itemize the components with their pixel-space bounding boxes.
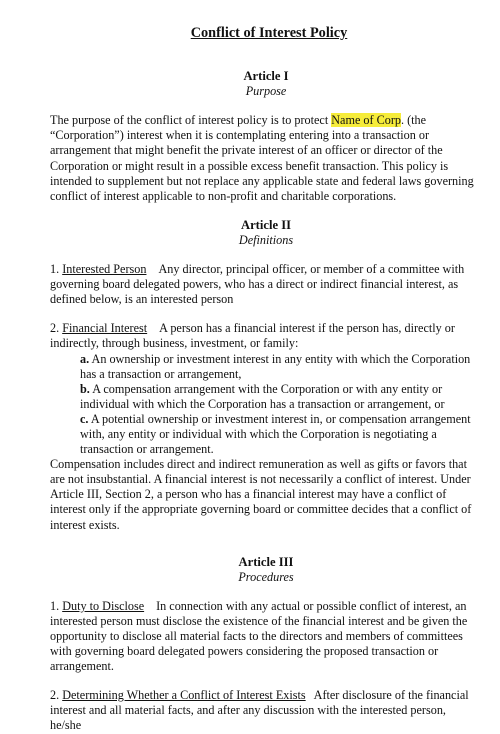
definition-1-number: 1. bbox=[50, 262, 60, 277]
definition-2-number: 2. bbox=[50, 321, 60, 336]
list-item-text: An ownership or investment interest in any entity with which the Corporation has a transaction or arrangement, bbox=[80, 351, 471, 381]
article-1-header bbox=[50, 69, 478, 99]
procedure-1-number: 1. bbox=[50, 598, 60, 613]
article-3-header bbox=[50, 555, 478, 585]
article-2-header bbox=[50, 218, 478, 248]
article-1-number: Article I bbox=[243, 69, 289, 84]
purpose-paragraph bbox=[50, 113, 478, 204]
procedure-determining-conflict bbox=[50, 688, 478, 733]
corporation-name-placeholder: Name of Corp bbox=[331, 113, 401, 128]
financial-interest-list bbox=[50, 352, 478, 458]
definition-1-text: Any director, principal officer, or member of a committee with governing board delegated powers, who has a direct or indirect financial interest, as defined below, is an interested person bbox=[50, 262, 465, 307]
purpose-text-before: The purpose of the conflict of interest policy is to protect bbox=[50, 113, 329, 128]
definition-2-text: A person has a financial interest if the person has, directly or indirectly, through business, investment, or family: bbox=[50, 321, 455, 351]
definition-financial-interest bbox=[50, 321, 478, 351]
definition-2-term: Financial Interest bbox=[62, 321, 148, 336]
procedure-2-text: After disclosure of the financial interest and all material facts, and after any discussion with the interested person, he/she bbox=[50, 688, 469, 733]
procedure-1-term: Duty to Disclose bbox=[62, 598, 145, 613]
article-2-number: Article II bbox=[240, 217, 291, 232]
article-3-number: Article III bbox=[238, 554, 294, 569]
compensation-paragraph: Compensation includes direct and indirect remuneration as well as gifts or favors that are not insubstantial. A financial interest is not necessarily a conflict of interest. Under Article III, Section 2, a person who has a financial interest may have a conflict of interest only if the appropriate governing board or committee decides that a conflict of interest exists. bbox=[50, 457, 472, 532]
article-2-heading: Definitions bbox=[238, 232, 294, 247]
list-item-label: a. bbox=[80, 351, 90, 366]
list-item-label: b. bbox=[80, 381, 90, 396]
procedure-duty-to-disclose bbox=[50, 599, 478, 674]
definition-interested-person bbox=[50, 262, 478, 307]
procedure-2-term: Determining Whether a Conflict of Interest Exists bbox=[62, 688, 306, 703]
list-item bbox=[80, 382, 478, 412]
list-item-text: A potential ownership or investment interest in, or compensation arrangement with, any entity or individual with which the Corporation is negotiating a transaction or arrangement. bbox=[80, 411, 471, 457]
procedure-1-text: In connection with any actual or possible conflict of interest, an interested person must disclose the existence of the financial interest and be given the opportunity to disclose all material facts to the directors and members of committees with governing board delegated powers considering the proposed transaction or arrangement. bbox=[50, 598, 468, 674]
article-3-heading: Procedures bbox=[238, 569, 294, 584]
list-item-text: A compensation arrangement with the Corporation or with any entity or individual with which the Corporation has a transaction or arrangement, or bbox=[80, 381, 445, 411]
definition-1-term: Interested Person bbox=[62, 262, 147, 277]
list-item bbox=[80, 352, 478, 382]
list-item bbox=[80, 412, 478, 457]
procedure-2-number: 2. bbox=[50, 688, 60, 703]
list-item-label: c. bbox=[80, 411, 89, 426]
article-1-heading: Purpose bbox=[245, 84, 287, 99]
purpose-text-after: . (the “Corporation”) interest when it is contemplating entering into a transaction or arrangement that might benefit the private interest of an officer or director of the Corporation or might result in a possible excess benefit transaction. This policy is intended to supplement but not replace any applicable state and federal laws governing conflict of interest applicable to non-profit and charitable corporations. bbox=[50, 113, 474, 203]
document-title: Conflict of Interest Policy bbox=[190, 25, 348, 41]
